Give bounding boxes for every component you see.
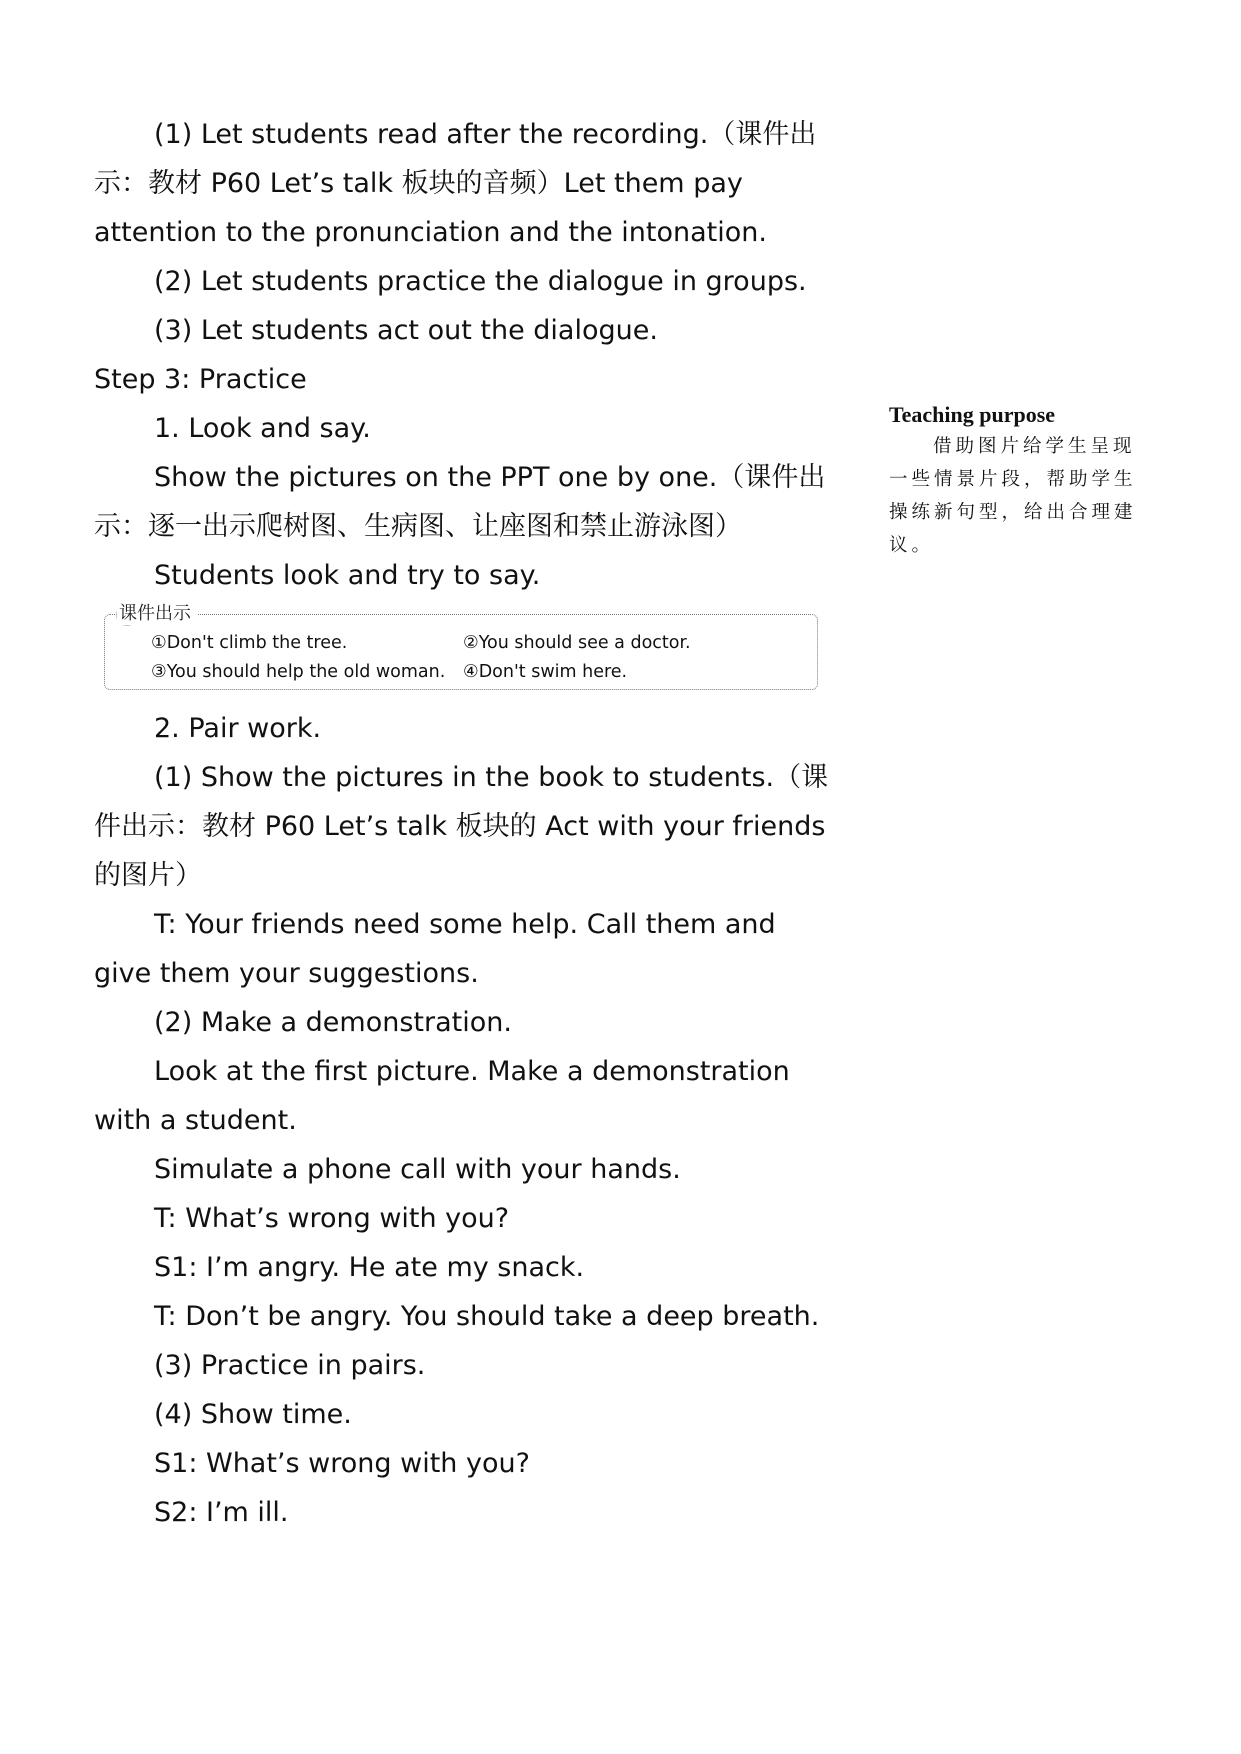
courseware-item-4: ④Don't swim here. bbox=[463, 662, 628, 682]
courseware-item-2: ②You should see a doctor. bbox=[463, 633, 691, 653]
activity-1-instruction: Show the pictures on the PPT one by one.（课件出示：逐一出示爬树图、生病图、让座图和禁止游泳图） bbox=[94, 462, 826, 542]
dialogue-t-2: T: Don’t be angry. You should take a deep breath. bbox=[154, 1301, 820, 1332]
teacher-line-1: T: Your friends need some help. Call them and give them your suggestions. bbox=[94, 909, 776, 989]
step-2-item-3: (3) Let students act out the dialogue. bbox=[154, 315, 658, 346]
dialogue-s1-2: S1: What’s wrong with you? bbox=[154, 1448, 530, 1479]
activity-1-title: 1. Look and say. bbox=[154, 413, 371, 444]
step-2-item-2: (2) Let students practice the dialogue in groups. bbox=[154, 266, 807, 297]
lesson-body bbox=[94, 110, 839, 1537]
courseware-item-3: ③You should help the old woman. bbox=[151, 662, 446, 682]
dialogue-t-1: T: What’s wrong with you? bbox=[154, 1203, 510, 1234]
dialogue-s1-1: S1: I’m angry. He ate my snack. bbox=[154, 1252, 585, 1283]
courseware-title: 课件出示 bbox=[117, 603, 197, 625]
teaching-purpose-text: 借助图片给学生呈现一些情景片段，帮助学生操练新句型，给出合理建议。 bbox=[889, 436, 1137, 556]
activity-2-item-4: (4) Show time. bbox=[154, 1399, 352, 1430]
courseware-box bbox=[104, 603, 818, 690]
step-3-heading: Step 3: Practice bbox=[94, 364, 307, 395]
activity-2-item-1: (1) Show the pictures in the book to students.（课件出示：教材 P60 Let’s talk 板块的 Act with your friends 的图片） bbox=[94, 762, 829, 891]
courseware-item-1: ①Don't climb the tree. bbox=[151, 633, 348, 653]
demonstration-simulate: Simulate a phone call with your hands. bbox=[154, 1154, 681, 1185]
activity-2-item-2: (2) Make a demonstration. bbox=[154, 1007, 512, 1038]
step-2-item-1: (1) Let students read after the recording.（课件出示：教材 P60 Let’s talk 板块的音频）Let them pay attention to the pronunciation and the intonation. bbox=[94, 119, 817, 248]
activity-2-item-3: (3) Practice in pairs. bbox=[154, 1350, 426, 1381]
teaching-purpose-heading: Teaching purpose bbox=[889, 402, 1056, 427]
dialogue-s2-1: S2: I’m ill. bbox=[154, 1497, 289, 1528]
teaching-purpose-note bbox=[889, 400, 1149, 562]
activity-1-students: Students look and try to say. bbox=[154, 560, 541, 591]
demonstration-instruction: Look at the first picture. Make a demonstration with a student. bbox=[94, 1056, 790, 1136]
activity-2-title: 2. Pair work. bbox=[154, 713, 322, 744]
